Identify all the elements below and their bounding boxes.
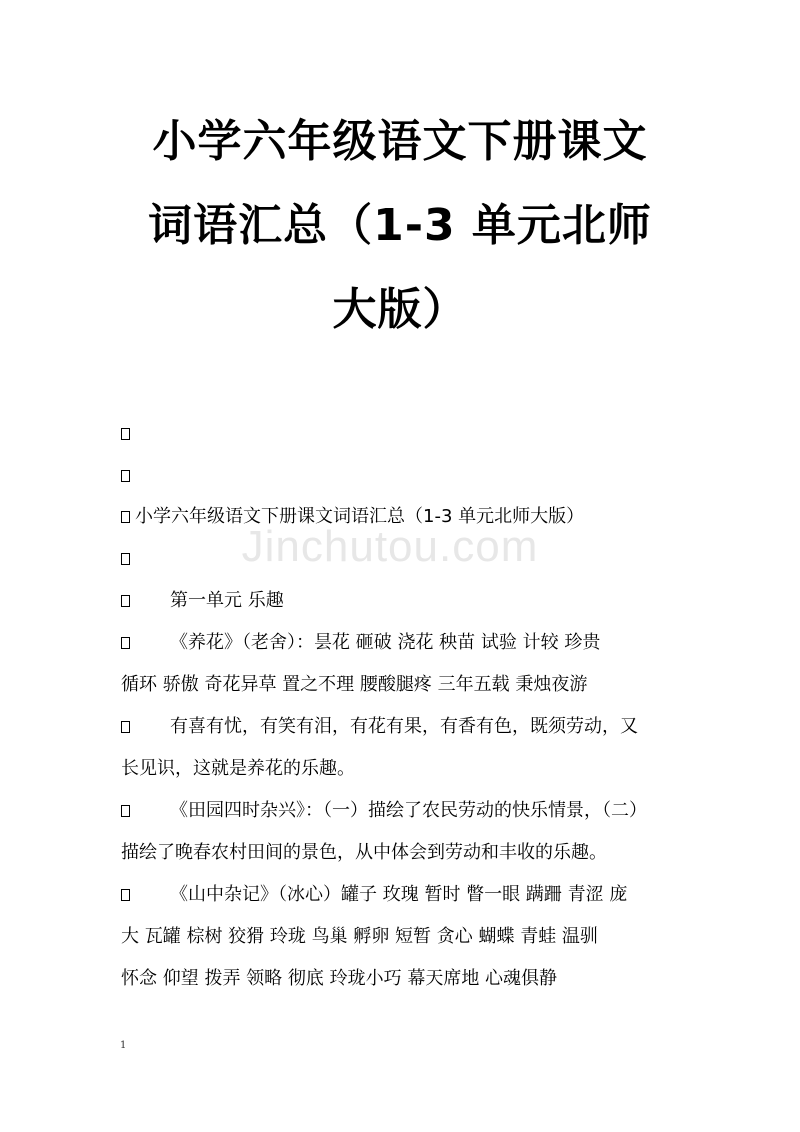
- missing-glyph-box-icon: [121, 553, 130, 565]
- missing-glyph-box-icon: [121, 805, 130, 817]
- missing-glyph-box-icon: [121, 637, 130, 649]
- title-line-2: 词语汇总（1-3 单元北师: [148, 200, 652, 251]
- paragraph-text: 《山中杂记》（冰心）罐子 玫瑰 暂时 瞥一眼 蹒跚 青涩 庞: [170, 884, 628, 905]
- empty-paragraph: [121, 420, 691, 448]
- paragraph-continuation: 大 瓦罐 棕树 狡猾 玲珑 鸟巢 孵卵 短暂 贪心 蝴蝶 青蛙 温驯: [121, 926, 598, 947]
- title-line-1: 小学六年级语文下册课文: [152, 116, 648, 167]
- paragraph-tianyuan: [121, 797, 691, 825]
- missing-glyph-box-icon: [121, 428, 130, 440]
- missing-glyph-box-icon: [121, 470, 130, 482]
- missing-glyph-box-icon: [121, 721, 130, 733]
- page-footer-marker: 1: [120, 1040, 127, 1051]
- unit-heading: [121, 587, 691, 615]
- watermark: Jinchutou.com: [241, 522, 539, 571]
- paragraph-continuation: 描绘了晚春农村田间的景色，从中体会到劳动和丰收的乐趣。: [121, 842, 607, 863]
- doc-heading: [121, 503, 691, 531]
- paragraph-continuation: 循环 骄傲 奇花异草 置之不理 腰酸腿疼 三年五载 秉烛夜游: [121, 674, 588, 695]
- missing-glyph-box-icon: [121, 595, 130, 607]
- paragraph-text: 有喜有忧，有笑有泪，有花有果，有香有色，既须劳动，又: [170, 716, 638, 737]
- doc-heading-text: 小学六年级语文下册课文词语汇总（1-3 单元北师大版）: [135, 506, 585, 527]
- paragraph-yanghua-vocab: [121, 629, 691, 657]
- missing-glyph-box-icon: [121, 511, 130, 523]
- paragraph-continuation: 长见识，这就是养花的乐趣。: [121, 758, 355, 779]
- paragraph-continuation: 怀念 仰望 拨弄 领略 彻底 玲珑小巧 幕天席地 心魂俱静: [121, 968, 558, 989]
- empty-paragraph: [121, 545, 691, 573]
- paragraph-shanzhong-vocab: [121, 881, 691, 909]
- paragraph-text: 《养花》（老舍）：昙花 砸破 浇花 秧苗 试验 计较 珍贵: [170, 632, 601, 653]
- paragraph-yanghua-summary: [121, 713, 691, 741]
- unit-heading-text: 第一单元 乐趣: [170, 590, 284, 611]
- missing-glyph-box-icon: [121, 889, 130, 901]
- empty-paragraph: [121, 462, 691, 490]
- paragraph-text: 《田园四时杂兴》：（一）描绘了农民劳动的快乐情景，（二）: [170, 800, 647, 821]
- title-line-3: 大版）: [332, 284, 468, 335]
